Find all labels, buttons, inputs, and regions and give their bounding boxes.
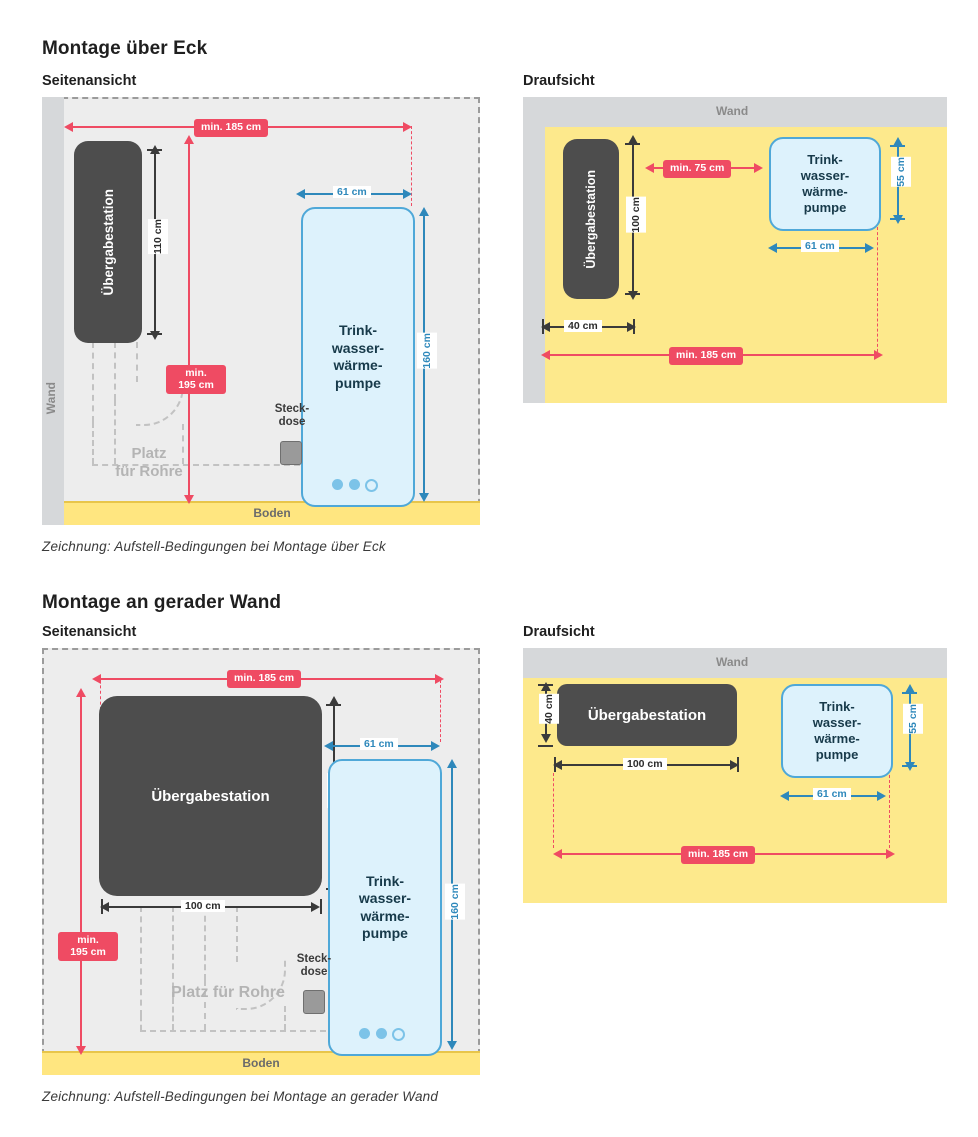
dim-185-guide <box>877 227 878 357</box>
dim-160-arrow-up <box>447 759 457 768</box>
wall-top <box>523 648 947 678</box>
pump-label-line2: wasser- <box>812 715 862 731</box>
pipe-line <box>236 906 238 962</box>
dim-40-arrow-down <box>541 734 551 743</box>
dim-185-label: min. 185 cm <box>669 347 743 365</box>
dim-185-label: min. 185 cm <box>681 846 755 864</box>
dim-100-tick-top <box>625 143 640 145</box>
dim-195-label-line2: 195 cm <box>70 945 106 958</box>
dim-110-tick-bottom <box>147 333 162 335</box>
dim-55-label: 55 cm <box>903 704 923 734</box>
dim-100-label: 100 cm <box>626 197 646 233</box>
dim-55-tick-bottom <box>902 765 917 767</box>
socket-icon <box>303 990 325 1014</box>
wall-label: Wand <box>716 104 749 118</box>
dim-195-arrow-down <box>184 495 194 504</box>
dim-100-tick-left <box>554 757 556 772</box>
pipe-line <box>92 342 94 422</box>
trinkwasserwaermepumpe-box <box>781 684 893 778</box>
pump-label-line3: wärme- <box>333 357 383 373</box>
dim-61-arrow-left <box>296 189 305 199</box>
pipes-space-label-line1: Platz <box>131 445 167 462</box>
dim-100-tick-bottom <box>625 293 640 295</box>
pump-label-line4: pumpe <box>803 199 847 215</box>
figure-caption-1: Zeichnung: Aufstell-Bedingungen bei Montage über Eck <box>42 539 386 554</box>
dim-100-label: 100 cm <box>181 900 225 912</box>
pipe-line <box>172 998 174 1030</box>
pump-label-line3: wärme- <box>360 907 410 924</box>
socket-label <box>282 953 346 979</box>
dim-40-tick-bottom <box>538 745 553 747</box>
uebergabestation-label: Übergabestation <box>587 706 707 724</box>
dim-61-label: 61 cm <box>333 186 371 198</box>
dim-195-arrow-up <box>184 135 194 144</box>
socket-label <box>260 403 324 429</box>
pump-indicator-dot <box>349 479 360 490</box>
dim-185-guide-right <box>889 775 890 848</box>
dim-61-arrow-right <box>403 189 412 199</box>
dim-55-arrow-down <box>893 215 903 224</box>
top-view-diagram-2 <box>523 648 947 903</box>
uebergabestation-label: Übergabestation <box>584 169 598 269</box>
pump-indicator-dot-hollow <box>365 479 378 492</box>
socket-label-line2: dose <box>278 416 306 429</box>
section-title-2: Montage an gerader Wand <box>42 592 282 613</box>
top-view-diagram-1 <box>523 97 947 403</box>
floor-label: Boden <box>242 1056 280 1070</box>
pipe-line <box>284 1006 286 1030</box>
dim-185-label: min. 185 cm <box>227 670 301 688</box>
dim-195-label-line1: min. <box>185 367 207 379</box>
pump-label-line3: wärme- <box>814 731 860 746</box>
floor-band <box>64 501 480 525</box>
dim-185-arrow-left <box>541 350 550 360</box>
dim-110-tick-top <box>147 149 162 151</box>
dim-40-label: 40 cm <box>564 320 602 332</box>
dim-75-arrow-right <box>754 163 763 173</box>
uebergabestation-box <box>563 139 619 299</box>
dim-160-arrow-down <box>419 493 429 502</box>
pipe-line <box>140 1030 336 1032</box>
pipes-space-label-line2: für Rohre <box>115 463 183 480</box>
dim-100-label: 100 cm <box>623 758 667 770</box>
dim-40-tick-left <box>542 319 544 334</box>
pump-label-line2: wasser- <box>800 168 850 184</box>
dim-40-label: 40 cm <box>539 694 559 724</box>
dim-61-label: 61 cm <box>360 738 398 750</box>
wall-label: Wand <box>44 382 58 415</box>
pump-label-line2: wasser- <box>358 890 412 906</box>
uebergabestation-box <box>557 684 737 746</box>
dim-61-arrow-left <box>324 741 333 751</box>
pump-indicator-dot <box>376 1028 387 1039</box>
wall-left <box>523 127 545 403</box>
uebergabestation-label: Übergabestation <box>151 787 270 805</box>
side-view-diagram-1 <box>42 97 480 525</box>
dim-195-label <box>166 365 226 394</box>
dim-160-label: 160 cm <box>417 333 437 369</box>
dim-100-arrow-right <box>311 902 320 912</box>
socket-label-line1: Steck- <box>296 953 332 965</box>
dim-40-arrow-right <box>627 322 636 332</box>
dim-75-label: min. 75 cm <box>663 160 731 178</box>
dim-195-label <box>58 932 118 961</box>
dim-185-arrow-right <box>886 849 895 859</box>
pump-label-line4: pumpe <box>335 374 381 391</box>
dim-160-arrow-down <box>447 1041 457 1050</box>
dim-40-tick-top <box>538 684 553 686</box>
trinkwasserwaermepumpe-box <box>301 207 415 507</box>
dim-195-label-line1: min. <box>77 934 99 946</box>
dim-55-arrow-down <box>905 762 915 771</box>
dim-75-arrow-left <box>645 163 654 173</box>
dim-195-line <box>188 143 190 501</box>
uebergabestation-box <box>99 696 322 896</box>
side-view-title: Seitenansicht <box>42 73 137 89</box>
dim-100-tick-right <box>737 757 739 772</box>
pump-label-line4: pumpe <box>815 746 859 762</box>
dim-55-tick-bottom <box>890 218 905 220</box>
uebergabestation-label: Übergabestation <box>100 188 116 296</box>
socket-icon <box>280 441 302 465</box>
dim-61-label: 61 cm <box>801 240 839 252</box>
pipe-line <box>136 342 138 382</box>
pipe-line <box>204 906 206 980</box>
socket-label-line1: Steck- <box>274 403 310 415</box>
side-view-diagram-2 <box>42 648 480 1075</box>
pump-indicator-dot <box>332 479 343 490</box>
dim-61-arrow-right <box>877 791 886 801</box>
socket-label-line2: dose <box>300 966 328 979</box>
dim-61-arrow-left <box>768 243 777 253</box>
pump-label-line1: Trink- <box>807 152 843 168</box>
pump-label-line1: Trink- <box>338 322 378 338</box>
wall-label: Wand <box>716 655 749 669</box>
pump-label-line1: Trink- <box>365 872 405 889</box>
dim-185-arrow-left <box>553 849 562 859</box>
uebergabestation-box <box>74 141 142 343</box>
wall-left <box>42 97 64 525</box>
side-view-title-2: Seitenansicht <box>42 624 137 640</box>
dim-61-arrow-left <box>780 791 789 801</box>
dim-61-arrow-right <box>865 243 874 253</box>
wall-top <box>523 97 947 127</box>
dim-195-label-line2: 195 cm <box>178 378 214 391</box>
pipe-line <box>114 342 116 400</box>
dim-185-label: min. 185 cm <box>194 119 268 137</box>
dim-185-arrow-left <box>64 122 73 132</box>
dim-100-tick-right <box>320 899 322 914</box>
pump-label-line1: Trink- <box>819 699 855 715</box>
top-view-title-2: Draufsicht <box>523 624 595 640</box>
dim-160-label: 160 cm <box>445 884 465 920</box>
section-montage-ueber-eck <box>42 38 207 60</box>
dim-195-line <box>80 696 82 1052</box>
trinkwasserwaermepumpe-box <box>328 759 442 1056</box>
dim-55-tick-top <box>890 145 905 147</box>
pump-indicator-dot-hollow <box>392 1028 405 1041</box>
dim-185-arrow-right <box>874 350 883 360</box>
dim-61-arrow-right <box>431 741 440 751</box>
pump-label-line3: wärme- <box>802 184 848 199</box>
dim-185-guide-right <box>440 680 441 742</box>
dim-195-arrow-down <box>76 1046 86 1055</box>
dim-160-arrow-up <box>419 207 429 216</box>
pipe-line <box>140 1016 142 1030</box>
floor-label: Boden <box>253 506 291 520</box>
dim-195-arrow-up <box>76 688 86 697</box>
dim-55-tick-top <box>902 692 917 694</box>
dim-110-label: 110 cm <box>148 219 168 254</box>
dim-110-tick-top <box>326 704 341 706</box>
dim-100-tick-left <box>101 899 103 914</box>
pump-indicator-dot <box>359 1028 370 1039</box>
dim-55-label: 55 cm <box>891 157 911 187</box>
pump-label-line2: wasser- <box>331 339 385 356</box>
section-title: Montage über Eck <box>42 38 208 59</box>
top-view-title: Draufsicht <box>523 73 595 89</box>
pump-label-line4: pumpe <box>362 925 408 941</box>
dim-61-label: 61 cm <box>813 788 851 800</box>
dim-40-tick-right <box>633 319 635 334</box>
trinkwasserwaermepumpe-box <box>769 137 881 231</box>
pipes-space-label: Platz für Rohre <box>171 984 285 1001</box>
figure-caption-2: Zeichnung: Aufstell-Bedingungen bei Montage an gerader Wand <box>42 1089 439 1104</box>
dim-185-guide-left <box>553 773 554 848</box>
